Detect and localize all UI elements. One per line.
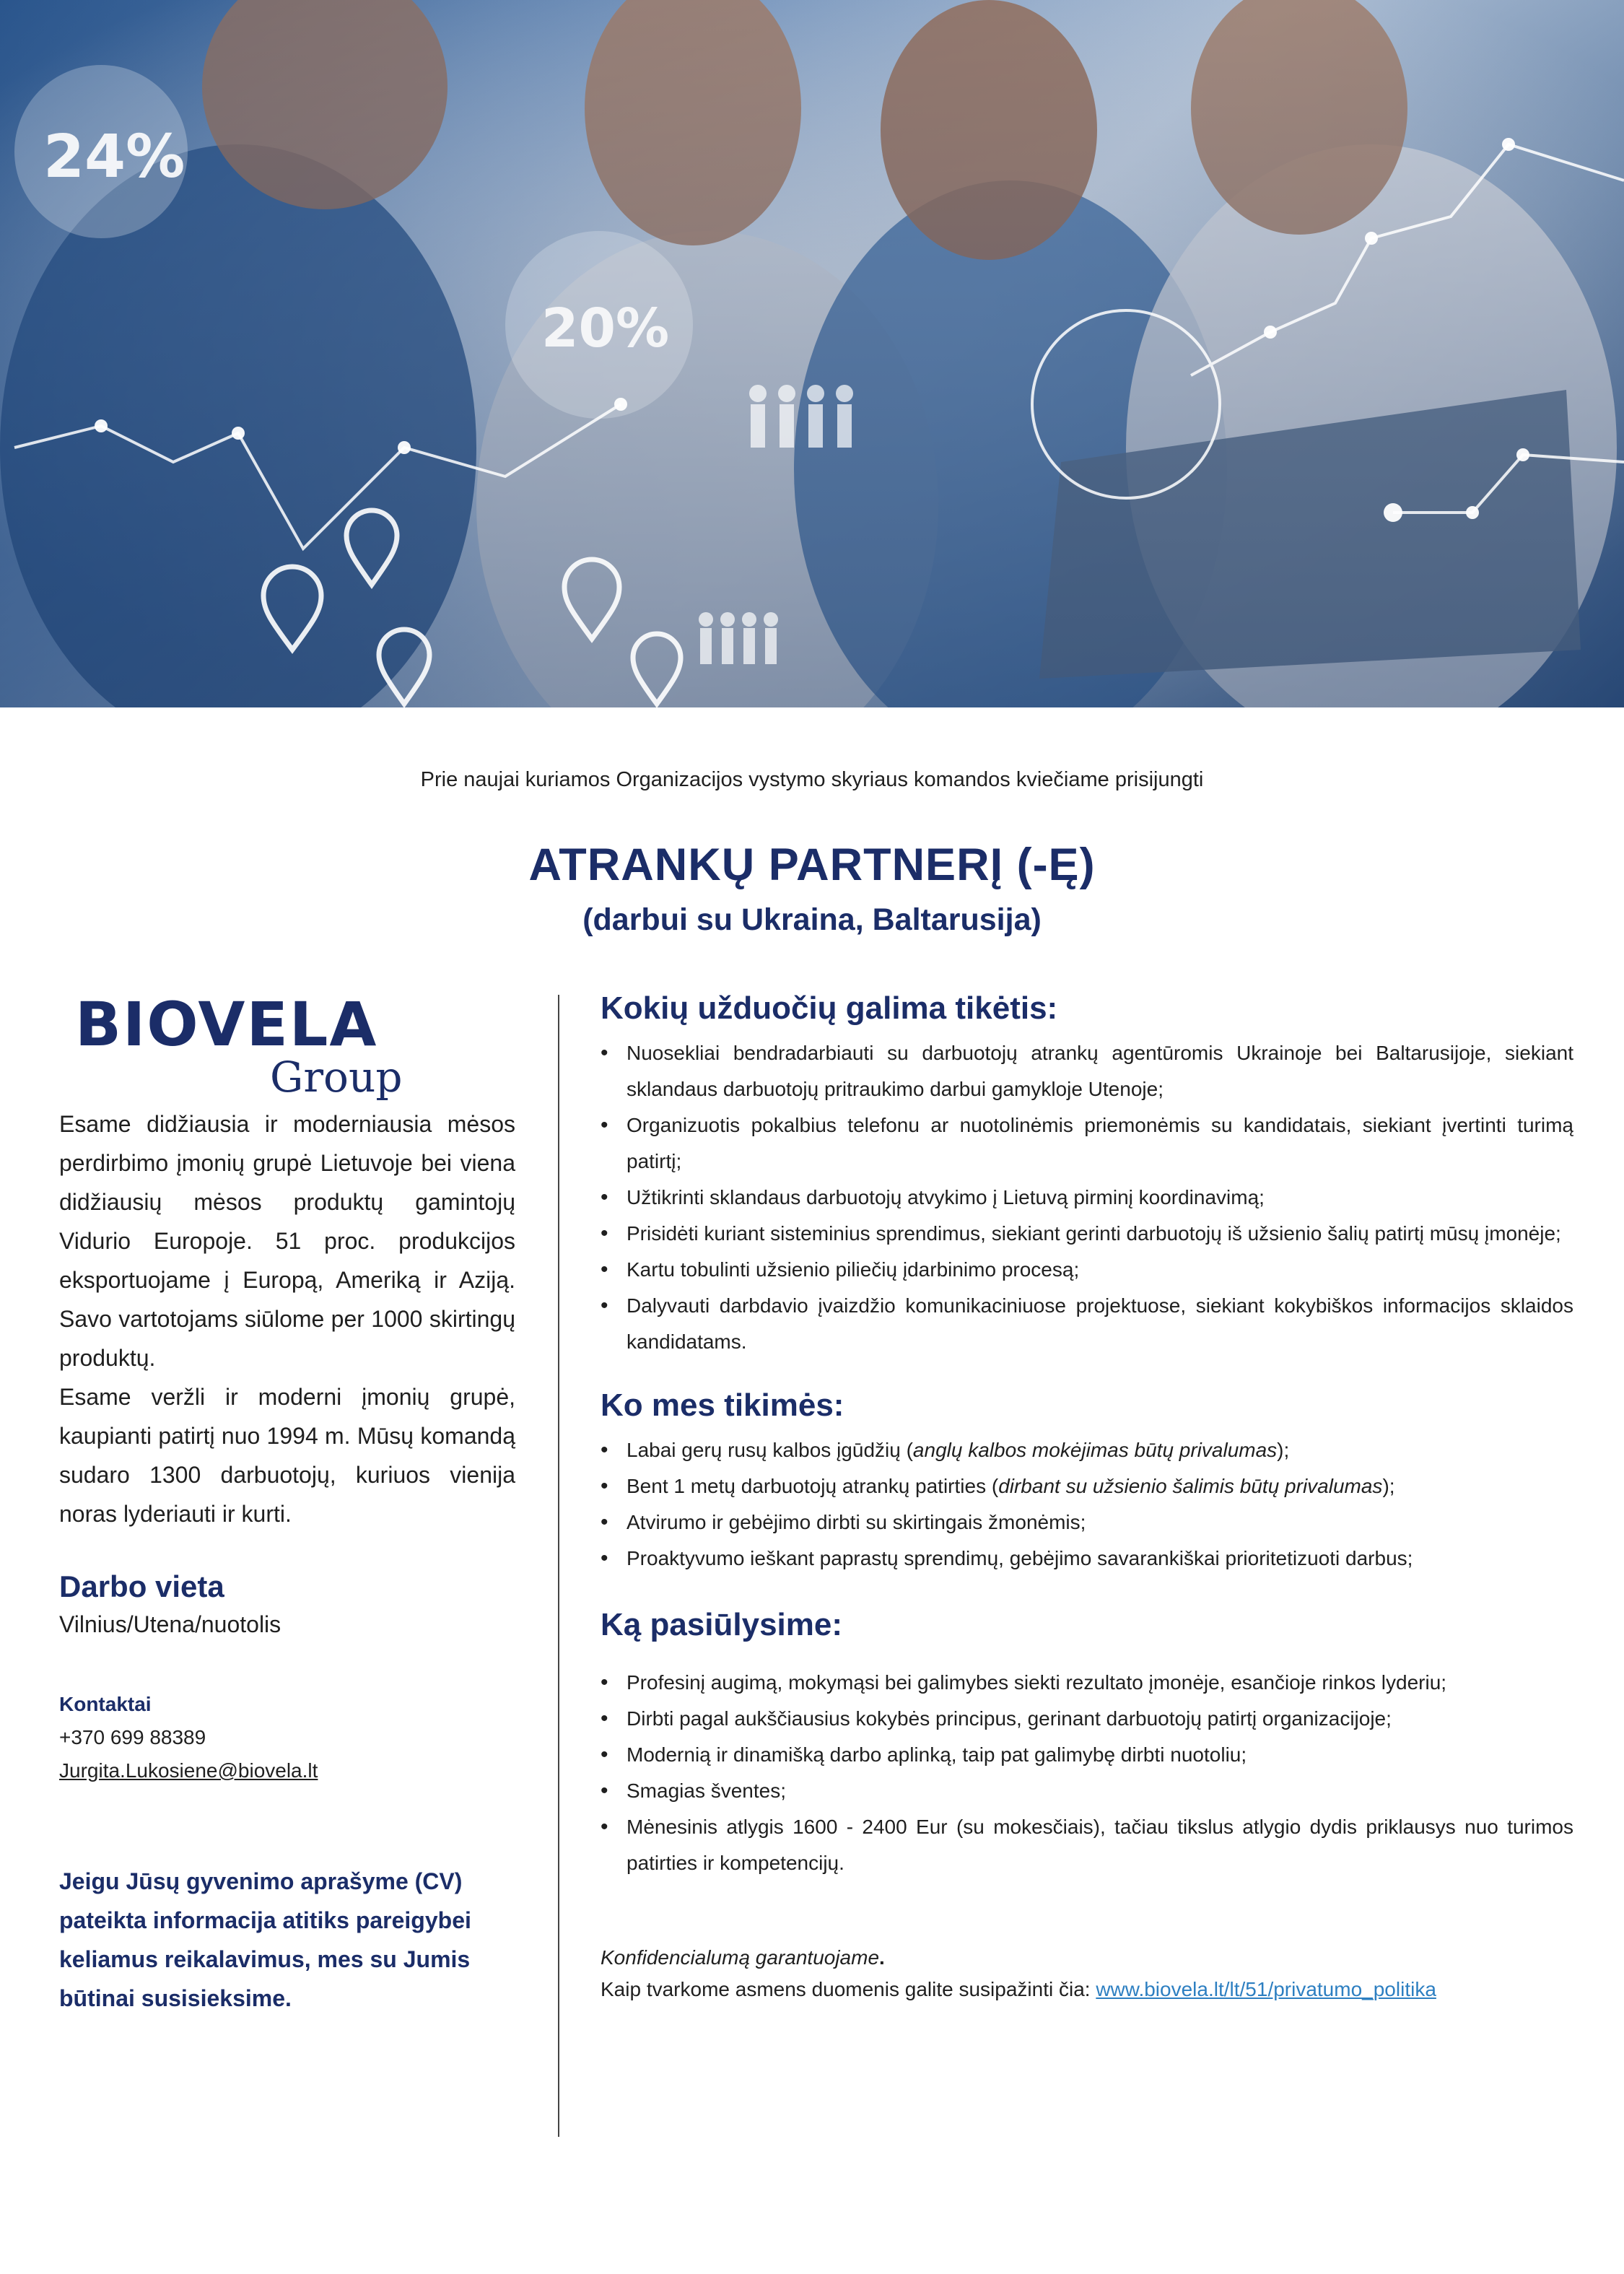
privacy-line [601,1974,1573,2005]
right-column [601,990,1573,2005]
contact-phone[interactable]: +370 699 88389 [59,1726,206,1748]
page-subtitle: (darbui su Ukraina, Baltarusija) [582,902,1042,937]
cv-note: Jeigu Jūsų gyvenimo aprašyme (CV) pateikta informacija atitiks pareigybei keliamus reikalavimus, mes su Jumis būtinai susisieksime. [59,1868,471,2011]
list-item: • Mėnesinis atlygis 1600 - 2400 Eur (su mokesčiais), tačiau tikslus atlygio dydis priklausys nuo turimos patirties ir kompetencijų. [601,1809,1573,1881]
confidentiality-text: Konfidencialumą garantuojame [601,1946,880,1969]
privacy-policy-link[interactable]: www.biovela.lt/lt/51/privatumo_politika [1096,1978,1436,2000]
page-title: ATRANKŲ PARTNERĮ (-Ę) [528,840,1096,890]
expect-item-2-c: ); [1382,1475,1395,1497]
list-item: • Proaktyvumo ieškant paprastų sprendimų, gebėjimo savarankiškai prioritetizuoti darbus; [601,1541,1573,1577]
expect-heading: Ko mes tikimės: [601,1388,844,1423]
expect-item-1-b: anglų kalbos mokėjimas būtų privalumas [912,1439,1278,1461]
expect-item-2-b: dirbant su užsienio šalimis būtų privalumas [998,1475,1383,1497]
list-item: • Dirbti pagal aukščiausius kokybės principus, gerinant darbuotojų patirtį organizacijoje; [601,1701,1573,1737]
intro-text: Prie naujai kuriamos Organizacijos vystymo skyriaus komandos kviečiame prisijungti [420,768,1204,791]
list-item: • Smagias šventes; [601,1773,1573,1809]
expect-item-2-a: Bent 1 metų darbuotojų atrankų patirties ( [627,1475,999,1497]
hero-illustration [0,0,1624,707]
workplace-heading: Darbo vieta [59,1569,224,1603]
offer-heading: Ką pasiūlysime: [601,1607,843,1642]
expect-list [601,1432,1573,1577]
list-item: • Organizuotis pokalbius telefonu ar nuotolinėmis priemonėmis su kandidatais, siekiant įvertinti turimą patirtį; [601,1107,1573,1180]
about-paragraph-1: Esame didžiausia ir moderniausia mėsos perdirbimo įmonių grupė Lietuvoje bei viena didžiausių mėsos produktų gamintojų Vidurio Europoje. 51 proc. produkcijos eksportuojame į Europą, Ameriką ir Aziją. Savo vartotojams siūlome per 1000 skirtingų produktų. [59,1111,515,1371]
left-column [59,982,515,2018]
percent-a-label: 24% [43,123,185,191]
list-item: • Kartu tobulinti užsienio piliečių įdarbinimo procesą; [601,1252,1573,1288]
privacy-text: Kaip tvarkome asmens duomenis galite susipažinti čia: [601,1978,1096,2000]
contact-email-link[interactable]: Jurgita.Lukosiene@biovela.lt [59,1759,318,1782]
expect-item-1-a: Labai gerų rusų kalbos įgūdžių ( [627,1439,913,1461]
logo-main-text: BIOVELA [75,989,378,1060]
list-item: • Dalyvauti darbdavio įvaizdžio komunikaciniuose projektuose, siekiant kokybiškos informacijos sklaidos kandidatams. [601,1288,1573,1360]
tasks-list [601,1035,1573,1360]
about-paragraph-2: Esame veržli ir moderni įmonių grupė, kaupianti patirtį nuo 1994 m. Mūsų komandą sudaro 1300 darbuotojų, kuriuos vienija noras lyderiauti ir kurti. [59,1384,515,1527]
tasks-heading: Kokių užduočių galima tikėtis: [601,990,1058,1026]
list-item: • Modernią ir dinamišką darbo aplinką, taip pat galimybę dirbti nuotoliu; [601,1737,1573,1773]
list-item: • Atvirumo ir gebėjimo dirbti su skirtingais žmonėmis; [601,1504,1573,1541]
hero-image [0,0,1624,707]
confidentiality-dot: . [879,1946,885,1969]
list-item: • Užtikrinti sklandaus darbuotojų atvykimo į Lietuvą pirminį koordinavimą; [601,1180,1573,1216]
list-item [601,1432,1573,1468]
biovela-logo [75,982,422,1105]
workplace-value: Vilnius/Utena/nuotolis [59,1611,281,1637]
expect-item-1-c: ); [1277,1439,1290,1461]
contacts-heading: Kontaktai [59,1693,152,1715]
list-item: • Profesinį augimą, mokymąsi bei galimybes siekti rezultato įmonėje, esančioje rinkos lyderiu; [601,1665,1573,1701]
about-company [59,1105,515,1533]
confidentiality-note [601,1942,1573,1974]
percent-b-label: 20% [541,297,670,360]
column-divider [558,995,559,2137]
offer-list [601,1665,1573,1881]
list-item: • Prisidėti kuriant sisteminius sprendimus, siekiant gerinti darbuotojų iš užsienio šalių patirtį mūsų įmonėje; [601,1216,1573,1252]
logo-sub-text: Group [270,1053,403,1102]
list-item [601,1468,1573,1504]
list-item: • Nuosekliai bendradarbiauti su darbuotojų atrankų agentūromis Ukrainoje bei Baltarusijoje, siekiant sklandaus darbuotojų pritraukimo darbui gamykloje Utenoje; [601,1035,1573,1107]
